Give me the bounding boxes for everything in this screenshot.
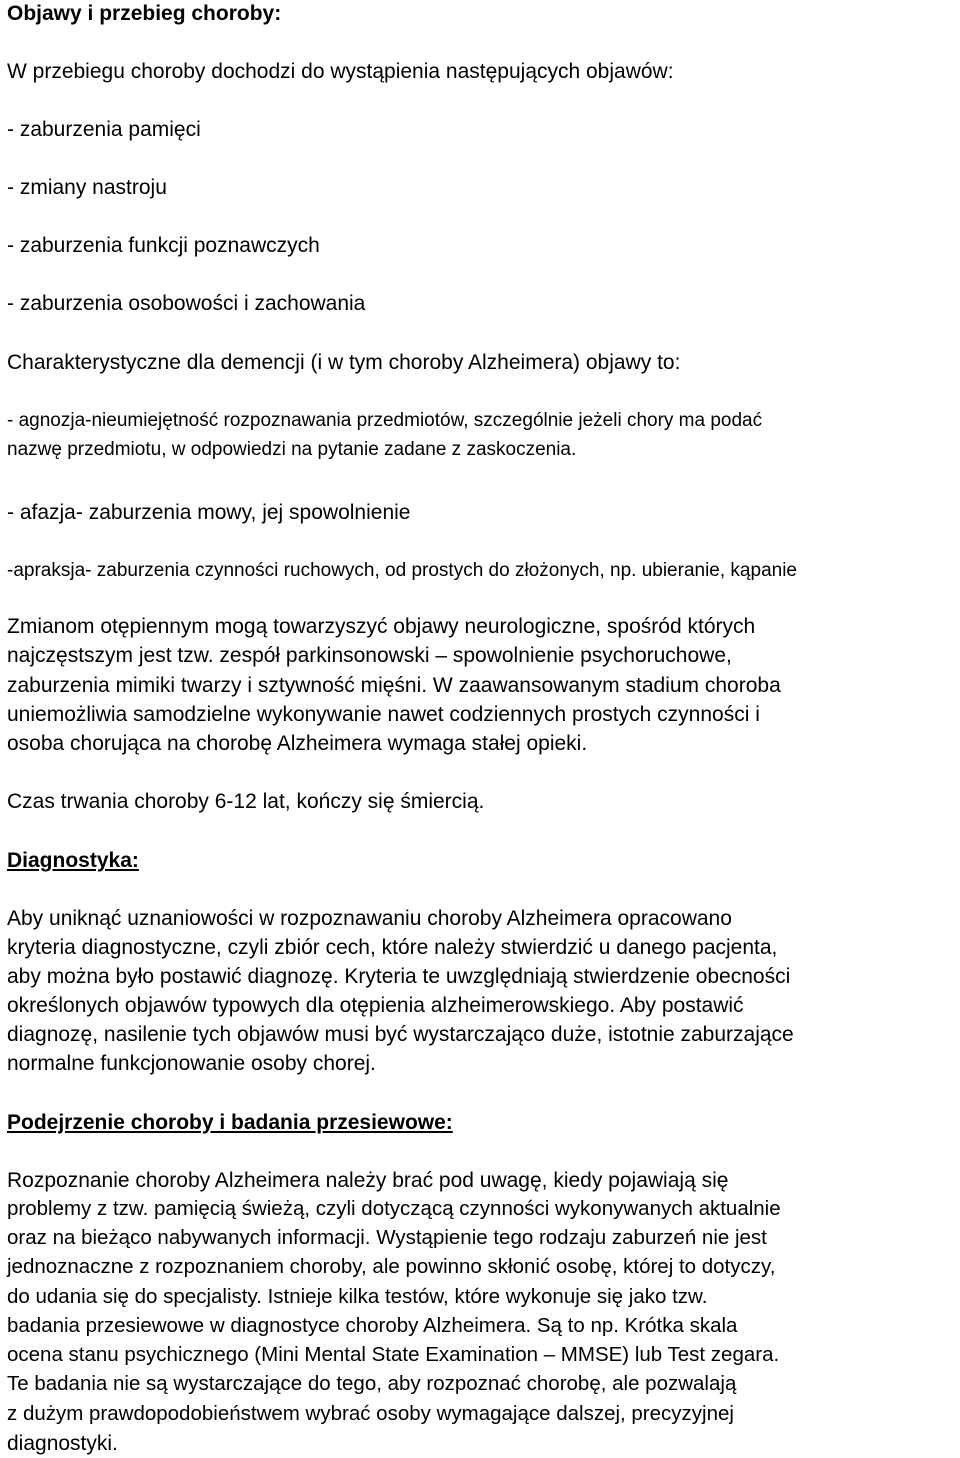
symptom-item: - zaburzenia osobowości i zachowania [7,292,366,315]
screening-line: ocena stanu psychicznego (Mini Mental State Examination – MMSE) lub Test zegara. [7,1343,780,1366]
screening-line: diagnostyki. [7,1432,118,1455]
symptom-item: - zaburzenia pamięci [7,118,201,141]
duration-line: Czas trwania choroby 6-12 lat, kończy się śmiercią. [7,790,485,813]
section-heading-screening: Podejrzenie choroby i badania przesiewowe: [7,1111,453,1134]
neurological-line: osoba chorująca na chorobę Alzheimera wymaga stałej opieki. [7,732,588,755]
diagnostics-line: aby można było postawić diagnozę. Kryteria te uwzględniają stwierdzenie obecności [7,965,791,988]
agnozja-line: - agnozja-nieumiejętność rozpoznawania przedmiotów, szczególnie jeżeli chory ma podać [7,410,763,431]
diagnostics-line: Aby uniknąć uznaniowości w rozpoznawaniu choroby Alzheimera opracowano [7,907,732,930]
screening-line: do udania się do specjalisty. Istnieje kilka testów, które wykonuje się jako tzw. [7,1285,708,1308]
section-heading-symptoms: Objawy i przebieg choroby: [7,2,282,25]
afazja-line: - afazja- zaburzenia mowy, jej spowolnienie [7,501,411,524]
neurological-line: Zmianom otępiennym mogą towarzyszyć objawy neurologiczne, spośród których [7,615,756,638]
symptom-item: - zmiany nastroju [7,176,167,199]
screening-line: jednoznaczne z rozpoznaniem choroby, ale powinno skłonić osobę, której to dotyczy, [7,1255,776,1278]
diagnostics-line: normalne funkcjonowanie osoby chorej. [7,1052,376,1075]
apraksja-line: -apraksja- zaburzenia czynności ruchowych, od prostych do złożonych, np. ubieranie, kąpanie [7,560,797,581]
section-heading-diagnostics: Diagnostyka: [7,849,139,872]
diagnostics-line: diagnozę, nasilenie tych objawów musi być wystarczająco duże, istotnie zaburzające [7,1023,794,1046]
screening-line: z dużym prawdopodobieństwem wybrać osoby wymagające dalszej, precyzyjnej [7,1402,734,1425]
symptom-item: - zaburzenia funkcji poznawczych [7,234,320,257]
diagnostics-line: kryteria diagnostyczne, czyli zbiór cech, które należy stwierdzić u danego pacjenta, [7,936,778,959]
screening-line: Te badania nie są wystarczające do tego, aby rozpoznać chorobę, ale pozwalają [7,1372,737,1395]
screening-line: Rozpoznanie choroby Alzheimera należy brać pod uwagę, kiedy pojawiają się [7,1169,729,1192]
diagnostics-line: określonych objawów typowych dla otępienia alzheimerowskiego. Aby postawić [7,994,744,1017]
agnozja-line: nazwę przedmiotu, w odpowiedzi na pytanie zadane z zaskoczenia. [7,439,577,460]
neurological-line: zaburzenia mimiki twarzy i sztywność mięśni. W zaawansowanym stadium choroba [7,674,781,697]
screening-line: oraz na bieżąco nabywanych informacji. Wystąpienie tego rodzaju zaburzeń nie jest [7,1226,767,1249]
neurological-line: uniemożliwia samodzielne wykonywanie nawet codziennych prostych czynności i [7,703,760,726]
symptoms-intro: W przebiegu choroby dochodzi do wystąpienia następujących objawów: [7,60,674,83]
screening-line: problemy z tzw. pamięcią świeżą, czyli dotyczącą czynności wykonywanych aktualnie [7,1197,781,1220]
screening-line: badania przesiewowe w diagnostyce choroby Alzheimera. Są to np. Krótka skala [7,1314,738,1337]
characteristic-intro: Charakterystyczne dla demencji (i w tym choroby Alzheimera) objawy to: [7,351,681,374]
neurological-line: najczęstszym jest tzw. zespół parkinsonowski – spowolnienie psychoruchowe, [7,644,732,667]
